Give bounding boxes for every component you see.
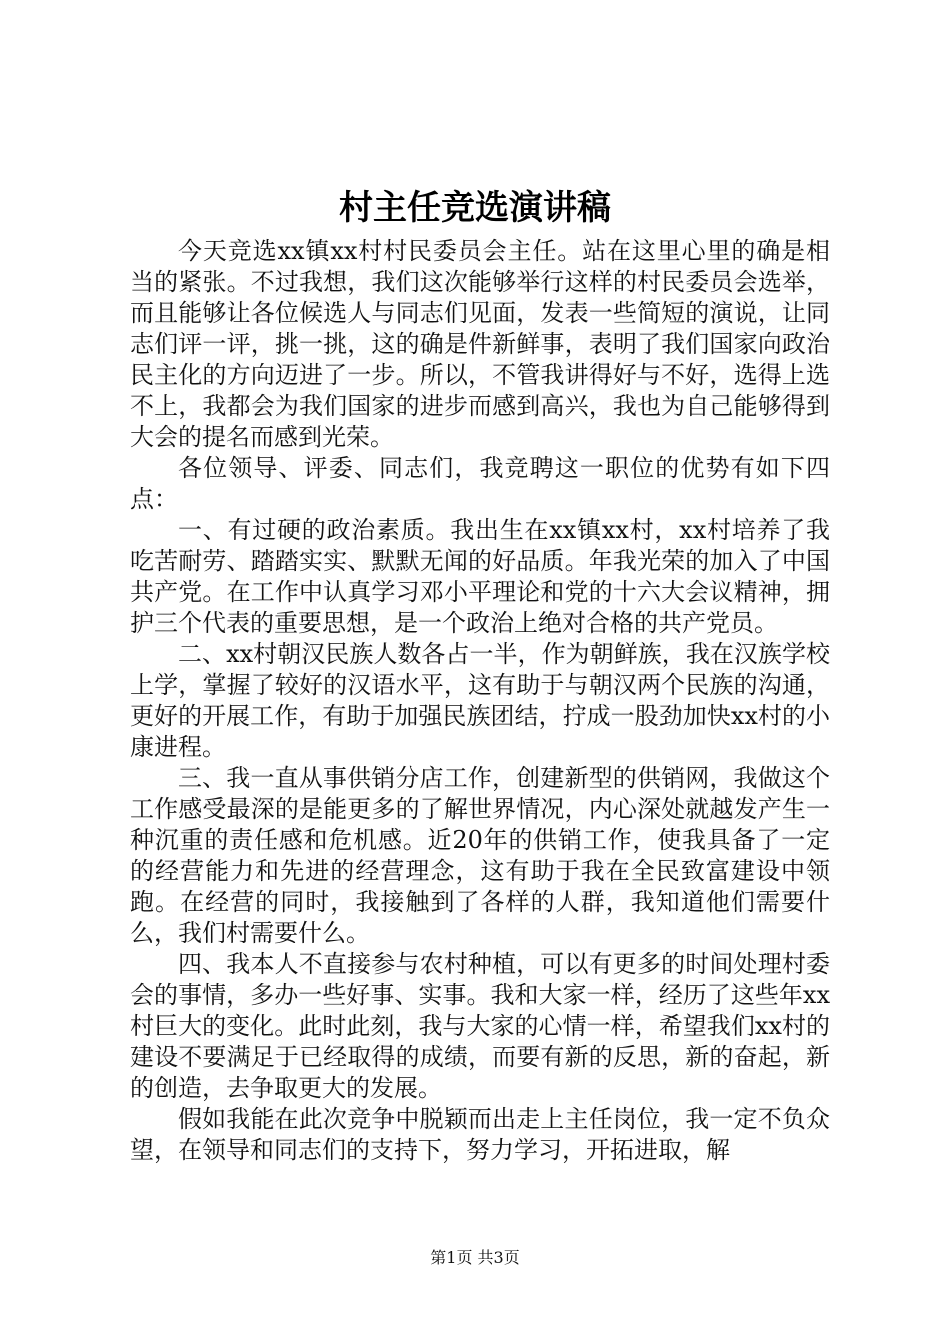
document-title: 村主任竞选演讲稿 <box>339 188 611 228</box>
page-footer: 第1页 共3页 <box>430 1248 520 1267</box>
paragraph: 四、我本人不直接参与农村种植，可以有更多的时间处理村委会的事情，多办一些好事、实事。我和大家一样，经历了这些年xx村巨大的变化。此时此刻，我与大家的心情一样，希望我们xx村的建设不要满足于已经取得的成绩，而要有新的反思，新的奋起，新的创造，去争取更大的发展。 <box>130 950 830 1102</box>
document-body <box>130 236 830 1166</box>
paragraph: 各位领导、评委、同志们，我竞聘这一职位的优势有如下四点： <box>130 454 830 513</box>
paragraph: 一、有过硬的政治素质。我出生在xx镇xx村，xx村培养了我吃苦耐劳、踏踏实实、默默无闻的好品质。年我光荣的加入了中国共产党。在工作中认真学习邓小平理论和党的十六大会议精神，拥护三个代表的重要思想，是一个政治上绝对合格的共产党员。 <box>130 516 830 637</box>
paragraph: 今天竞选xx镇xx村村民委员会主任。站在这里心里的确是相当的紧张。不过我想，我们这次能够举行这样的村民委员会选举，而且能够让各位候选人与同志们见面，发表一些简短的演说，让同志们评一评，挑一挑，这的确是件新鲜事，表明了我们国家向政治民主化的方向迈进了一步。所以，不管我讲得好与不好，选得上选不上，我都会为我们国家的进步而感到高兴，我也为自己能够得到大会的提名而感到光荣。 <box>130 237 830 451</box>
paragraph: 二、xx村朝汉民族人数各占一半，作为朝鲜族，我在汉族学校上学，掌握了较好的汉语水平，这有助于与朝汉两个民族的沟通，更好的开展工作，有助于加强民族团结，拧成一股劲加快xx村的小康进程。 <box>130 640 830 761</box>
paragraph: 假如我能在此次竞争中脱颖而出走上主任岗位，我一定不负众望，在领导和同志们的支持下，努力学习，开拓进取，解 <box>130 1105 830 1164</box>
paragraph: 三、我一直从事供销分店工作，创建新型的供销网，我做这个工作感受最深的是能更多的了解世界情况，内心深处就越发产生一种沉重的责任感和危机感。近20年的供销工作，使我具备了一定的经营能力和先进的经营理念，这有助于我在全民致富建设中领跑。在经营的同时，我接触到了各样的人群，我知道他们需要什么，我们村需要什么。 <box>130 764 830 947</box>
